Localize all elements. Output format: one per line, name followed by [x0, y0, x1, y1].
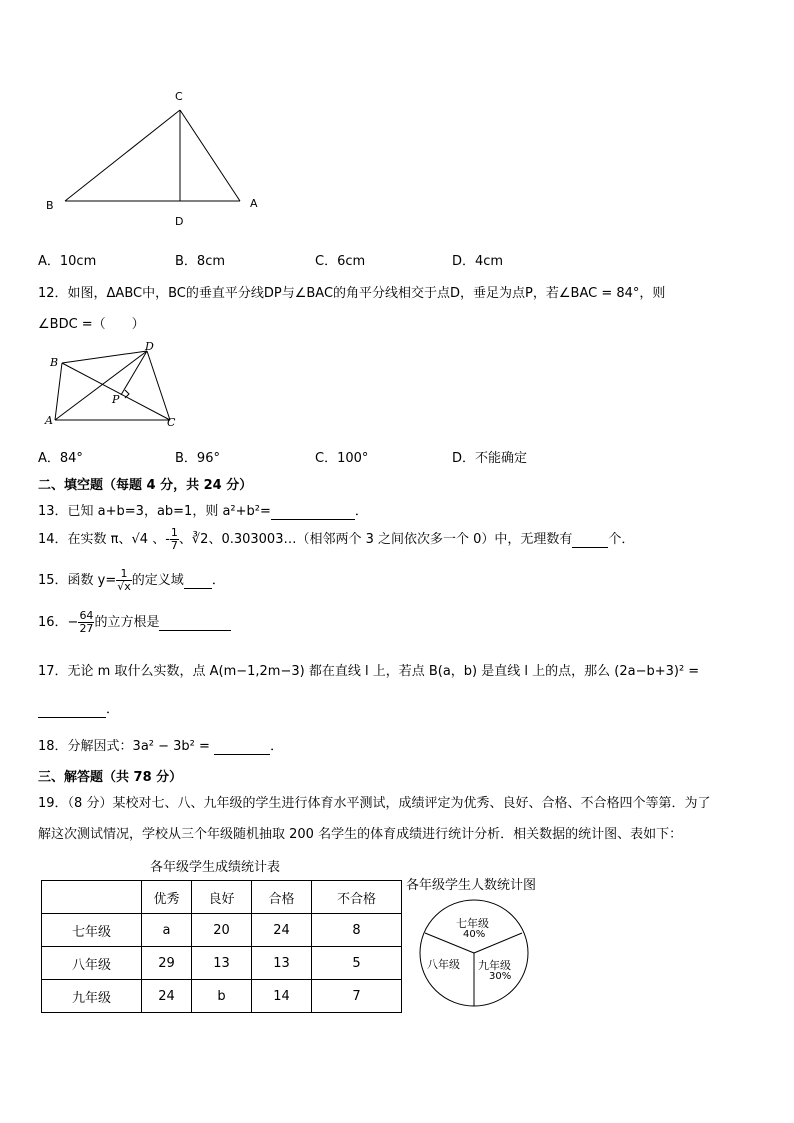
point-label-b: B [50, 356, 59, 369]
q12-stem-line1: 12．如图，ΔABC中，BC的垂直平分线DP与∠BAC的角平分线相交于点D，垂足为点P，若∠BAC = 84°，则 [38, 286, 666, 301]
pie-pct-seventh: 40% [463, 929, 486, 940]
point-label-d: D [145, 340, 154, 353]
table-cell: 20 [192, 914, 252, 947]
q16-text-pre: 16．− [38, 615, 79, 630]
q14-text-pre: 14．在实数 π、√4 、- [38, 532, 170, 547]
table-row [42, 947, 402, 980]
q18-answer-blank[interactable] [214, 739, 270, 755]
q16-stem [38, 610, 231, 635]
pie-label-ninth: 九年级 [478, 959, 511, 972]
table-cell: 13 [252, 947, 312, 980]
score-statistics-table [41, 880, 402, 1013]
point-label-p: P [112, 393, 120, 406]
table-header-row [42, 881, 402, 914]
q18-end: ． [270, 739, 284, 754]
grade-pie-chart [410, 895, 540, 1015]
point-label-a: A [250, 197, 258, 210]
q11-option-a[interactable]: A．10cm [38, 254, 97, 269]
table-cell: 24 [252, 914, 312, 947]
q19-stem-line1: 19．（8 分）某校对七、八、九年级的学生进行体育水平测试，成绩评定为优秀、良好、合格、不合格四个等第．为了 [38, 796, 711, 811]
point-label-b: B [46, 199, 54, 212]
table-cell: 14 [252, 980, 312, 1013]
q15-stem [38, 568, 225, 593]
point-label-d: D [175, 215, 184, 228]
q12-option-b[interactable]: B．96° [175, 451, 220, 466]
q11-triangle-figure [40, 85, 280, 235]
q14-frac-num: 1 [170, 526, 178, 539]
table-cell: 九年级 [42, 980, 142, 1013]
pie-pct-ninth: 30% [489, 971, 512, 982]
q13-answer-blank[interactable] [271, 504, 355, 520]
score-table-title: 各年级学生成绩统计表 [150, 860, 281, 875]
table-row [42, 980, 402, 1013]
table-cell: b [192, 980, 252, 1013]
q16-text-post: 的立方根是 [94, 615, 160, 630]
q16-answer-blank[interactable] [159, 615, 231, 631]
table-cell: 24 [142, 980, 192, 1013]
q13-stem [38, 500, 368, 520]
q12-option-d[interactable]: D．不能确定 [452, 451, 528, 466]
pie-chart-title: 各年级学生人数统计图 [406, 878, 537, 893]
q14-text-post: 个． [608, 532, 635, 547]
q16-frac-den: 27 [79, 622, 94, 635]
q12-stem-line2: ∠BDC =（ ） [38, 317, 145, 332]
q14-text-mid: 、∛2、0.303003…（相邻两个 3 之间依次多一个 0）中，无理数有 [178, 532, 573, 547]
q19-stem-line2: 解这次测试情况，学校从三个年级随机抽取 200 名学生的体育成绩进行统计分析．相关数据的统计图、表如下： [38, 827, 683, 842]
table-cell: 八年级 [42, 947, 142, 980]
table-header-cell [42, 881, 142, 914]
table-header-cell: 优秀 [142, 881, 192, 914]
q16-frac-num: 64 [79, 609, 94, 622]
q15-fraction [116, 568, 132, 593]
q11-option-c[interactable]: C．6cm [315, 254, 366, 269]
point-label-c: C [167, 416, 176, 429]
table-row [42, 914, 402, 947]
q18-stem [38, 735, 283, 755]
q15-frac-den: √x [117, 580, 131, 593]
q15-frac-num: 1 [116, 568, 132, 581]
q15-answer-blank[interactable] [184, 573, 212, 589]
table-cell: 七年级 [42, 914, 142, 947]
q15-text-pre: 15．函数 y= [38, 573, 117, 588]
table-header-cell: 合格 [252, 881, 312, 914]
table-header-cell: 不合格 [312, 881, 402, 914]
q12-option-c[interactable]: C．100° [315, 451, 369, 466]
table-cell: 7 [312, 980, 402, 1013]
q17-answer-line [38, 698, 119, 718]
q15-text-post: 的定义域 [131, 573, 184, 588]
q17-stem-line1: 17．无论 m 取什么实数，点 A(m−1,2m−3) 都在直线 l 上，若点 B(a，b) 是直线 l 上的点，那么 (2a−b+3)² = [38, 664, 700, 679]
table-cell: 5 [312, 947, 402, 980]
q15-end: ． [211, 573, 225, 588]
table-cell: a [142, 914, 192, 947]
q14-stem [38, 527, 634, 552]
q12-option-a[interactable]: A．84° [38, 451, 83, 466]
q13-text: 13．已知 a+b=3，ab=1，则 a²+b²= [38, 504, 271, 519]
table-header-cell: 良好 [192, 881, 252, 914]
point-label-a: A [45, 414, 53, 427]
q16-fraction [78, 610, 94, 635]
section-heading-fill-in: 二、填空题（每题 4 分，共 24 分） [38, 478, 253, 493]
pie-label-seventh: 七年级 [456, 917, 489, 930]
pie-label-eighth: 八年级 [427, 958, 460, 971]
table-cell: 13 [192, 947, 252, 980]
q13-end: ． [354, 504, 368, 519]
section-heading-solutions: 三、解答题（共 78 分） [38, 770, 183, 785]
table-cell: 29 [142, 947, 192, 980]
q14-fraction [170, 527, 179, 552]
q11-option-d[interactable]: D．4cm [452, 254, 504, 269]
q18-text: 18．分解因式：3a² − 3b² = [38, 739, 210, 754]
q14-frac-den: 7 [170, 539, 178, 552]
q14-answer-blank[interactable] [572, 532, 608, 548]
q17-answer-blank[interactable] [38, 702, 106, 718]
q11-option-b[interactable]: B．8cm [175, 254, 226, 269]
table-cell: 8 [312, 914, 402, 947]
q17-end: ． [106, 702, 120, 717]
point-label-c: C [175, 90, 183, 103]
